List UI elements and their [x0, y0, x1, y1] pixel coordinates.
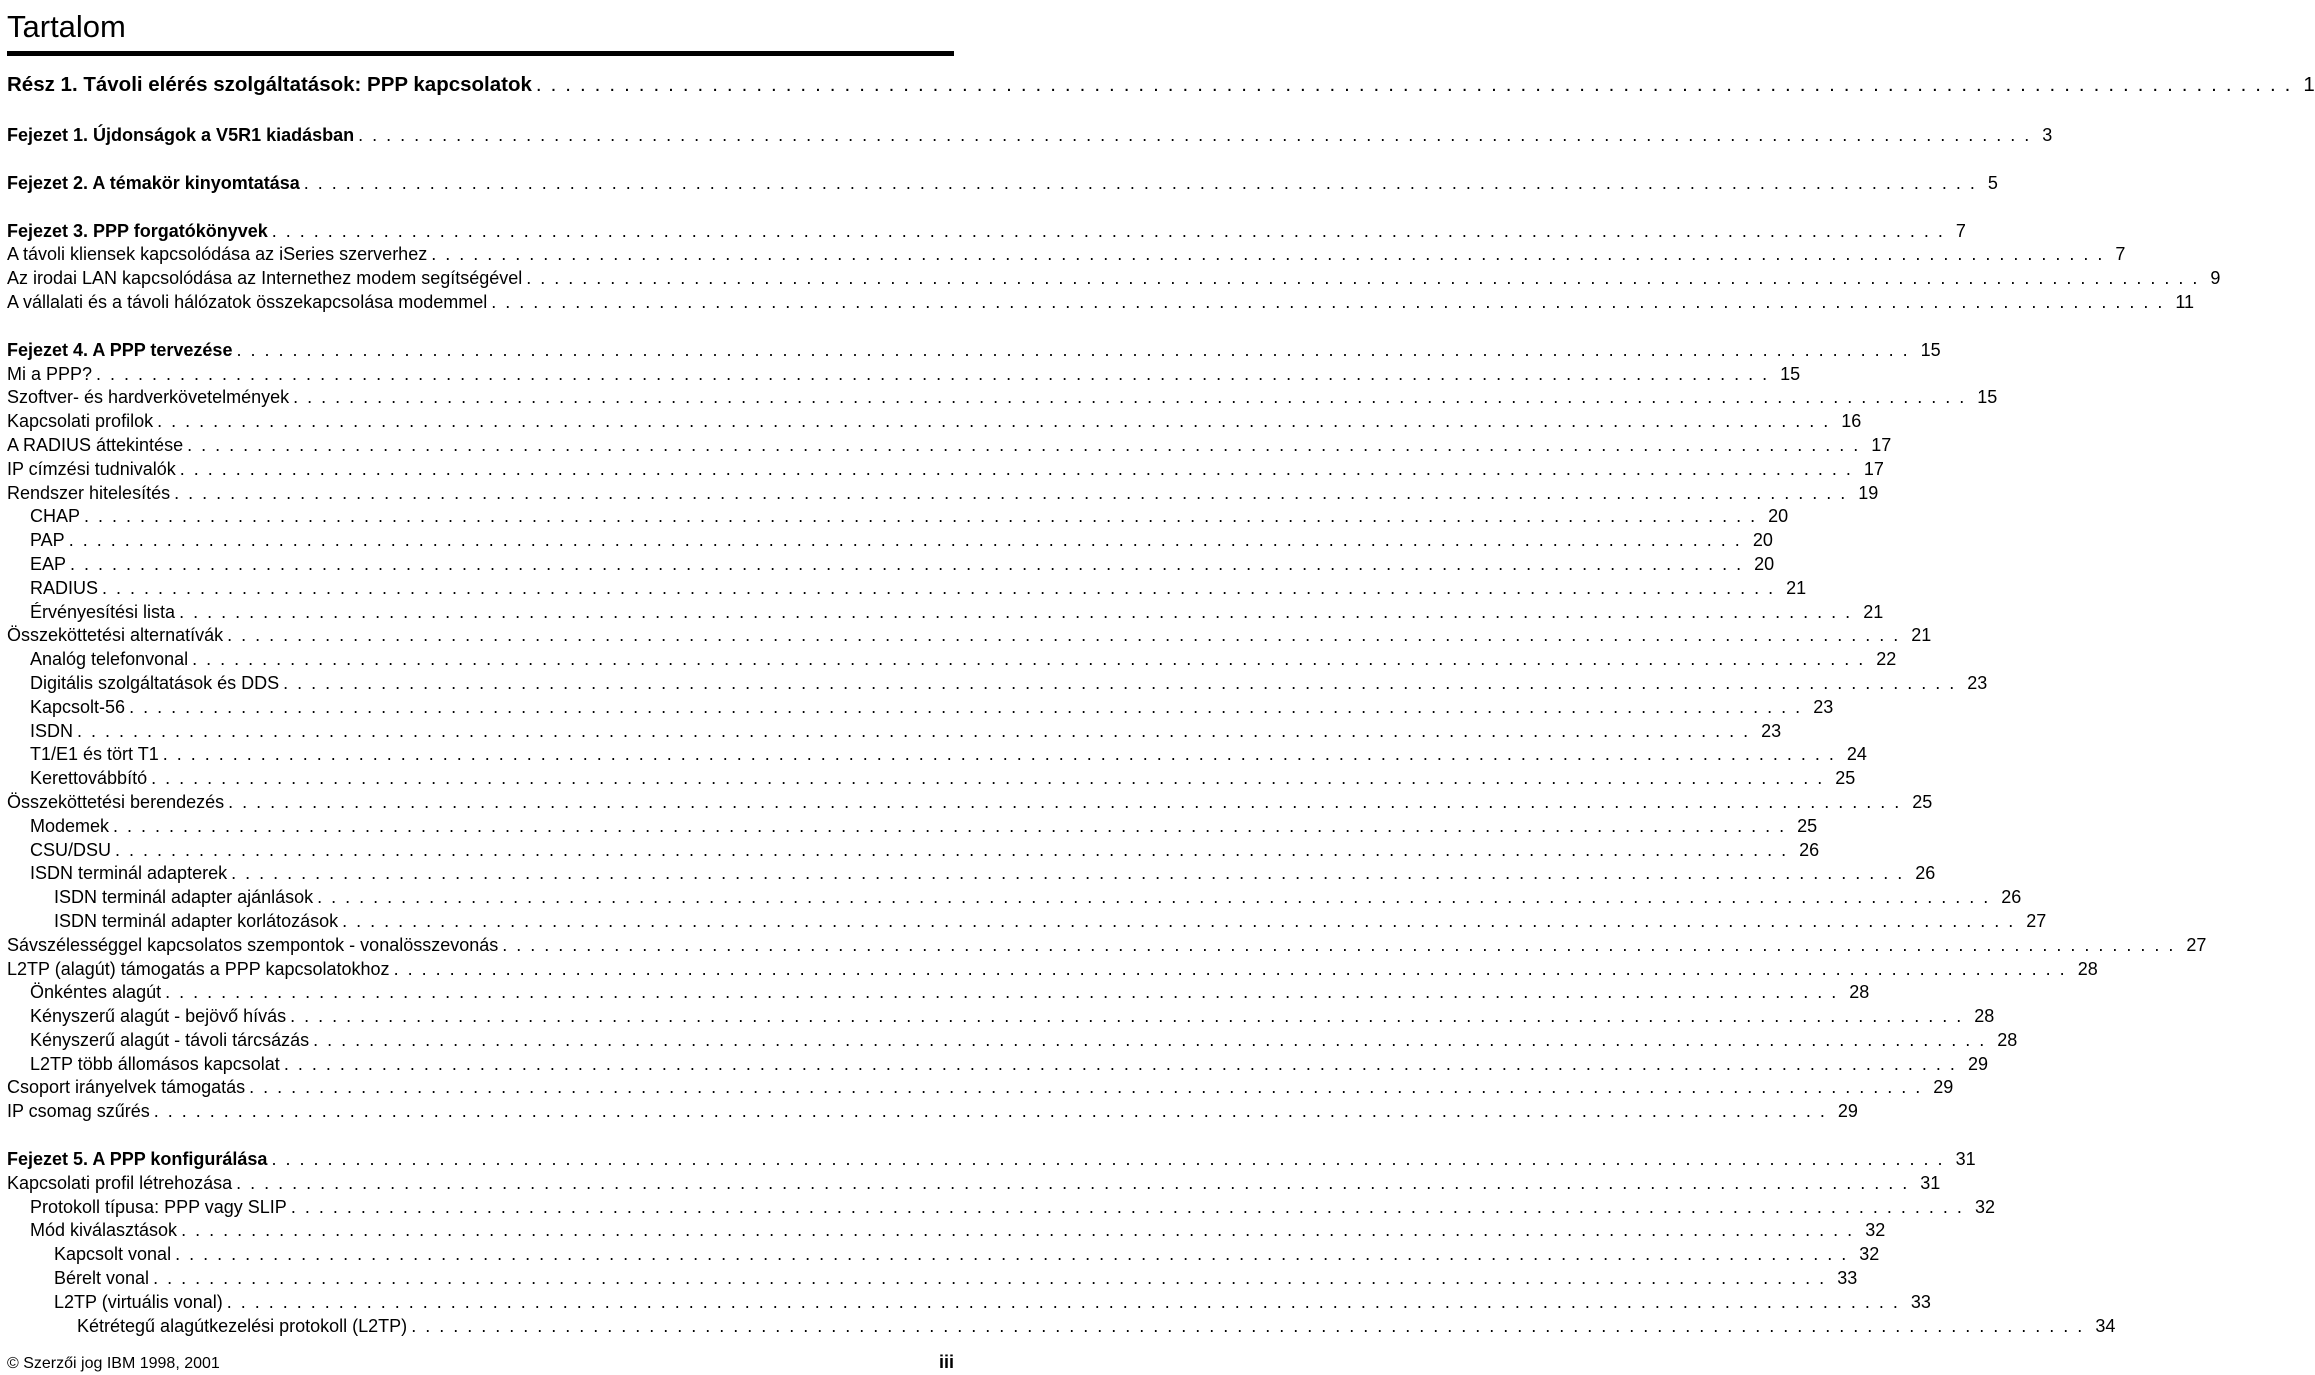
toc-leader-dots: ........................................................................................................................ [526, 268, 2207, 289]
toc-entry[interactable] [7, 1291, 1931, 1315]
toc-entry-title: Kényszerű alagút - távoli tárcsázás [30, 1029, 310, 1050]
toc-entry-page: 22 [1876, 649, 1897, 670]
toc-entry-title: Kényszerű alagút - bejövő hívás [30, 1006, 287, 1027]
toc-entry-page: 25 [1912, 791, 1933, 812]
toc-entry-title: Modemek [30, 815, 110, 836]
toc-leader-dots: ........................................................................................................................ [271, 1149, 1952, 1170]
toc-leader-dots: ........................................................................................................................ [290, 1196, 1971, 1217]
toc-leader-dots: ........................................................................................................................ [151, 768, 1832, 789]
toc-entry[interactable] [7, 767, 1856, 791]
toc-entry[interactable] [7, 482, 1879, 506]
toc-entry-page: 26 [1915, 863, 1936, 884]
toc-leader-dots: ........................................................................................................................ [175, 1244, 1856, 1265]
toc-entry[interactable] [7, 124, 2053, 148]
toc-entry[interactable] [7, 958, 2098, 982]
toc-leader-dots: ........................................................................................................................ [68, 530, 1749, 551]
toc-entry-page: 1 [2303, 73, 2315, 96]
toc-leader-dots: ........................................................................................................................ [187, 434, 1868, 455]
toc-entry-title: Az irodai LAN kapcsolódása az Internethez modem segítségével [7, 268, 523, 289]
toc-entry-title: Rendszer hitelesítés [7, 482, 171, 503]
toc-entry[interactable] [7, 505, 1789, 529]
toc-entry-title: A RADIUS áttekintése [7, 434, 184, 455]
copyright-notice: © Szerzői jog IBM 1998, 2001 [7, 1355, 220, 1372]
toc-entry[interactable] [7, 553, 1775, 577]
toc-entry[interactable] [7, 1148, 1976, 1172]
toc-entry-page: 19 [1858, 482, 1879, 503]
toc-entry-page: 33 [1910, 1291, 1931, 1312]
toc-entry[interactable] [7, 1100, 1858, 1124]
toc-entry-page: 25 [1835, 768, 1856, 789]
toc-leader-dots: ........................................................................................................................ [535, 73, 2300, 96]
toc-entry-page: 20 [1768, 506, 1789, 527]
toc-entry-title: Kapcsolati profil létrehozása [7, 1172, 233, 1193]
table-of-contents [7, 70, 2315, 1338]
toc-entry[interactable] [7, 815, 1818, 839]
toc-entry-title: Protokoll típusa: PPP vagy SLIP [30, 1196, 287, 1217]
toc-entry-title: Kerettovábbító [30, 768, 148, 789]
toc-leader-dots: ........................................................................................................................ [153, 1268, 1834, 1289]
toc-entry[interactable] [7, 648, 1897, 672]
toc-entry-title: A távoli kliensek kapcsolódása az iSeries szerverhez [7, 244, 428, 265]
toc-leader-dots: ........................................................................................................................ [153, 1101, 1834, 1122]
toc-entry-page: 26 [2001, 887, 2022, 908]
toc-entry-title: Fejezet 5. A PPP konfigurálása [7, 1149, 268, 1170]
toc-entry[interactable] [7, 1196, 1995, 1220]
toc-entry-title: Sávszélességgel kapcsolatos szempontok - vonalösszevonás [7, 934, 499, 955]
toc-leader-dots: ........................................................................................................................ [236, 339, 1917, 360]
toc-entry-page: 32 [1859, 1244, 1880, 1265]
toc-leader-dots: ........................................................................................................................ [231, 863, 1912, 884]
toc-leader-dots: ........................................................................................................................ [174, 482, 1855, 503]
toc-leader-dots: ........................................................................................................................ [411, 1315, 2092, 1336]
toc-leader-dots: ........................................................................................................................ [96, 363, 1777, 384]
toc-leader-dots: ........................................................................................................................ [70, 553, 1751, 574]
toc-entry[interactable] [7, 220, 1966, 244]
toc-entry-page: 28 [1849, 982, 1870, 1003]
toc-entry-title: ISDN [30, 720, 74, 741]
toc-entry-title: CSU/DSU [30, 839, 112, 860]
toc-entry-page: 16 [1841, 411, 1862, 432]
toc-entry[interactable] [7, 1315, 2116, 1339]
toc-leader-dots: ........................................................................................................................ [313, 1029, 1994, 1050]
toc-entry-page: 29 [1967, 1053, 1988, 1074]
toc-leader-dots: ........................................................................................................................ [84, 506, 1765, 527]
toc-leader-dots: ........................................................................................................................ [115, 839, 1796, 860]
toc-entry[interactable] [7, 910, 2047, 934]
toc-leader-dots: ........................................................................................................................ [283, 672, 1964, 693]
toc-entry-page: 20 [1754, 553, 1775, 574]
toc-entry-title: Digitális szolgáltatások és DDS [30, 672, 280, 693]
toc-entry-page: 17 [1863, 458, 1884, 479]
toc-entry-page: 26 [1799, 839, 1820, 860]
toc-leader-dots: ........................................................................................................................ [303, 172, 1984, 193]
toc-entry[interactable] [7, 886, 2022, 910]
toc-entry[interactable] [7, 1172, 1941, 1196]
toc-leader-dots: ........................................................................................................................ [249, 1077, 1930, 1098]
toc-entry-title: Bérelt vonal [54, 1268, 150, 1289]
toc-entry[interactable] [7, 672, 1988, 696]
toc-leader-dots: ........................................................................................................................ [290, 1006, 1971, 1027]
toc-leader-dots: ........................................................................................................................ [77, 720, 1758, 741]
toc-entry[interactable] [7, 458, 1884, 482]
toc-entry-title: Kétrétegű alagútkezelési protokoll (L2TP) [77, 1315, 408, 1336]
toc-leader-dots: ........................................................................................................................ [113, 815, 1794, 836]
toc-entry[interactable] [7, 934, 2207, 958]
toc-entry[interactable] [7, 434, 1892, 458]
toc-leader-dots: ........................................................................................................................ [192, 649, 1873, 670]
toc-entry[interactable] [7, 1076, 1954, 1100]
toc-entry-page: 9 [2210, 268, 2221, 289]
toc-entry-page: 24 [1846, 744, 1867, 765]
toc-entry[interactable] [7, 267, 2221, 291]
toc-entry-page: 25 [1797, 815, 1818, 836]
toc-entry[interactable] [7, 172, 1998, 196]
toc-entry-title: Kapcsolt vonal [54, 1244, 172, 1265]
toc-entry[interactable] [7, 386, 1998, 410]
toc-leader-dots: ........................................................................................................................ [491, 291, 2172, 312]
toc-entry-title: IP csomag szűrés [7, 1101, 150, 1122]
toc-entry[interactable] [7, 624, 1932, 648]
toc-leader-dots: ........................................................................................................................ [317, 887, 1998, 908]
toc-entry-title: Mi a PPP? [7, 363, 93, 384]
toc-entry[interactable] [7, 529, 1773, 553]
page-footer [7, 1352, 954, 1373]
toc-entry-page: 27 [2186, 934, 2207, 955]
toc-entry-page: 7 [2115, 244, 2126, 265]
toc-leader-dots: ........................................................................................................................ [179, 458, 1860, 479]
toc-entry-title: Fejezet 2. A témakör kinyomtatása [7, 172, 300, 193]
toc-entry[interactable] [7, 1053, 1988, 1077]
toc-entry-page: 15 [1977, 387, 1998, 408]
toc-leader-dots: ........................................................................................................................ [157, 411, 1838, 432]
toc-entry-title: Önkéntes alagút [30, 982, 162, 1003]
page-title: Tartalom [7, 9, 126, 44]
toc-entry-page: 17 [1871, 434, 1892, 455]
toc-entry-title: Rész 1. Távoli elérés szolgáltatások: PPP kapcsolatok [7, 73, 532, 96]
toc-entry[interactable] [7, 720, 1782, 744]
toc-entry-title: ISDN terminál adapterek [30, 863, 228, 884]
toc-entry-page: 7 [1955, 220, 1966, 241]
toc-leader-dots: ........................................................................................................................ [165, 982, 1846, 1003]
title-rule [7, 51, 954, 56]
toc-entry[interactable] [7, 1267, 1858, 1291]
toc-entry-page: 32 [1974, 1196, 1995, 1217]
toc-entry-title: L2TP (alagút) támogatás a PPP kapcsolatokhoz [7, 958, 390, 979]
toc-entry-title: PAP [30, 530, 65, 551]
toc-entry[interactable] [7, 601, 1884, 625]
toc-entry-page: 11 [2175, 291, 2195, 312]
toc-entry-title: Kapcsolt-56 [30, 696, 126, 717]
toc-entry-title: Összeköttetési berendezés [7, 791, 225, 812]
toc-leader-dots: ........................................................................................................................ [228, 791, 1909, 812]
toc-entry-title: Fejezet 3. PPP forgatókönyvek [7, 220, 268, 241]
toc-leader-dots: ........................................................................................................................ [358, 125, 2039, 145]
toc-entry[interactable] [7, 339, 1941, 363]
toc-entry-title: Mód kiválasztások [30, 1220, 178, 1241]
toc-entry-title: A vállalati és a távoli hálózatok összekapcsolása modemmel [7, 291, 488, 312]
toc-leader-dots: ........................................................................................................................ [293, 387, 1974, 408]
toc-leader-dots: ........................................................................................................................ [227, 625, 1908, 646]
toc-entry-page: 15 [1920, 339, 1941, 360]
toc-entry[interactable] [7, 981, 1870, 1005]
toc-entry-page: 32 [1865, 1220, 1886, 1241]
toc-leader-dots: ........................................................................................................................ [102, 577, 1783, 598]
toc-entry-title: Csoport irányelvek támogatás [7, 1077, 246, 1098]
toc-leader-dots: ........................................................................................................................ [283, 1053, 1964, 1074]
toc-entry-title: Összeköttetési alternatívák [7, 625, 224, 646]
toc-entry-page: 28 [1974, 1006, 1995, 1027]
toc-entry-title: Érvényesítési lista [30, 601, 176, 622]
toc-leader-dots: ........................................................................................................................ [431, 244, 2112, 265]
toc-entry[interactable] [7, 70, 2315, 100]
toc-entry-page: 21 [1863, 601, 1884, 622]
toc-entry[interactable] [7, 1005, 1995, 1029]
toc-entry-page: 21 [1911, 625, 1932, 646]
toc-leader-dots: ........................................................................................................................ [502, 934, 2183, 955]
toc-entry-title: ISDN terminál adapter ajánlások [54, 887, 314, 908]
toc-entry-page: 23 [1761, 720, 1782, 741]
toc-leader-dots: ........................................................................................................................ [179, 601, 1860, 622]
toc-entry-title: CHAP [30, 506, 81, 527]
toc-leader-dots: ........................................................................................................................ [342, 910, 2023, 931]
toc-entry[interactable] [7, 696, 1834, 720]
toc-entry-title: Fejezet 4. A PPP tervezése [7, 339, 233, 360]
toc-leader-dots: ........................................................................................................................ [129, 696, 1810, 717]
toc-entry-page: 31 [1920, 1172, 1941, 1193]
toc-entry-page: 23 [1967, 672, 1988, 693]
toc-entry-page: 27 [2026, 910, 2047, 931]
toc-entry-page: 29 [1837, 1101, 1858, 1122]
toc-entry-title: Szoftver- és hardverkövetelmények [7, 387, 290, 408]
toc-entry[interactable] [7, 243, 2126, 267]
toc-entry-title: IP címzési tudnivalók [7, 458, 176, 479]
toc-entry[interactable] [7, 839, 1820, 863]
toc-entry-title: Fejezet 1. Újdonságok a V5R1 kiadásban [7, 125, 355, 145]
toc-entry-title: RADIUS [30, 577, 99, 598]
toc-leader-dots: ........................................................................................................................ [226, 1291, 1907, 1312]
toc-entry[interactable] [7, 363, 1801, 387]
toc-entry[interactable] [7, 1029, 2018, 1053]
toc-entry[interactable] [7, 1219, 1886, 1243]
toc-leader-dots: ........................................................................................................................ [181, 1220, 1862, 1241]
toc-entry-title: L2TP több állomásos kapcsolat [30, 1053, 280, 1074]
toc-entry-page: 3 [2042, 125, 2053, 145]
toc-entry-page: 21 [1786, 577, 1807, 598]
toc-entry-page: 20 [1752, 530, 1773, 551]
toc-entry[interactable] [7, 791, 1933, 815]
toc-entry[interactable] [7, 1243, 1880, 1267]
toc-entry-title: T1/E1 és tört T1 [30, 744, 159, 765]
toc-entry-title: L2TP (virtuális vonal) [54, 1291, 223, 1312]
toc-entry-page: 28 [2077, 958, 2098, 979]
toc-entry[interactable] [7, 862, 1936, 886]
toc-entry-title: EAP [30, 553, 67, 574]
toc-leader-dots: ........................................................................................................................ [393, 958, 2074, 979]
toc-entry[interactable] [7, 577, 1807, 601]
toc-leader-dots: ........................................................................................................................ [271, 220, 1952, 241]
toc-leader-dots: ........................................................................................................................ [162, 744, 1843, 765]
toc-entry-page: 33 [1837, 1268, 1858, 1289]
page-number: iii [938, 1352, 954, 1372]
toc-entry-title: Kapcsolati profilok [7, 411, 154, 432]
toc-entry-page: 5 [1987, 172, 1998, 193]
toc-entry-title: ISDN terminál adapter korlátozások [54, 910, 339, 931]
toc-entry-page: 28 [1997, 1029, 2018, 1050]
toc-entry-page: 34 [2095, 1315, 2116, 1336]
toc-entry-page: 31 [1955, 1149, 1976, 1170]
toc-entry[interactable] [7, 743, 1867, 767]
toc-leader-dots: ........................................................................................................................ [236, 1172, 1917, 1193]
toc-entry[interactable] [7, 291, 2195, 315]
toc-entry-title: Analóg telefonvonal [30, 649, 189, 670]
toc-entry-page: 23 [1813, 696, 1834, 717]
toc-entry-page: 29 [1933, 1077, 1954, 1098]
toc-entry-page: 15 [1780, 363, 1801, 384]
toc-entry[interactable] [7, 410, 1862, 434]
